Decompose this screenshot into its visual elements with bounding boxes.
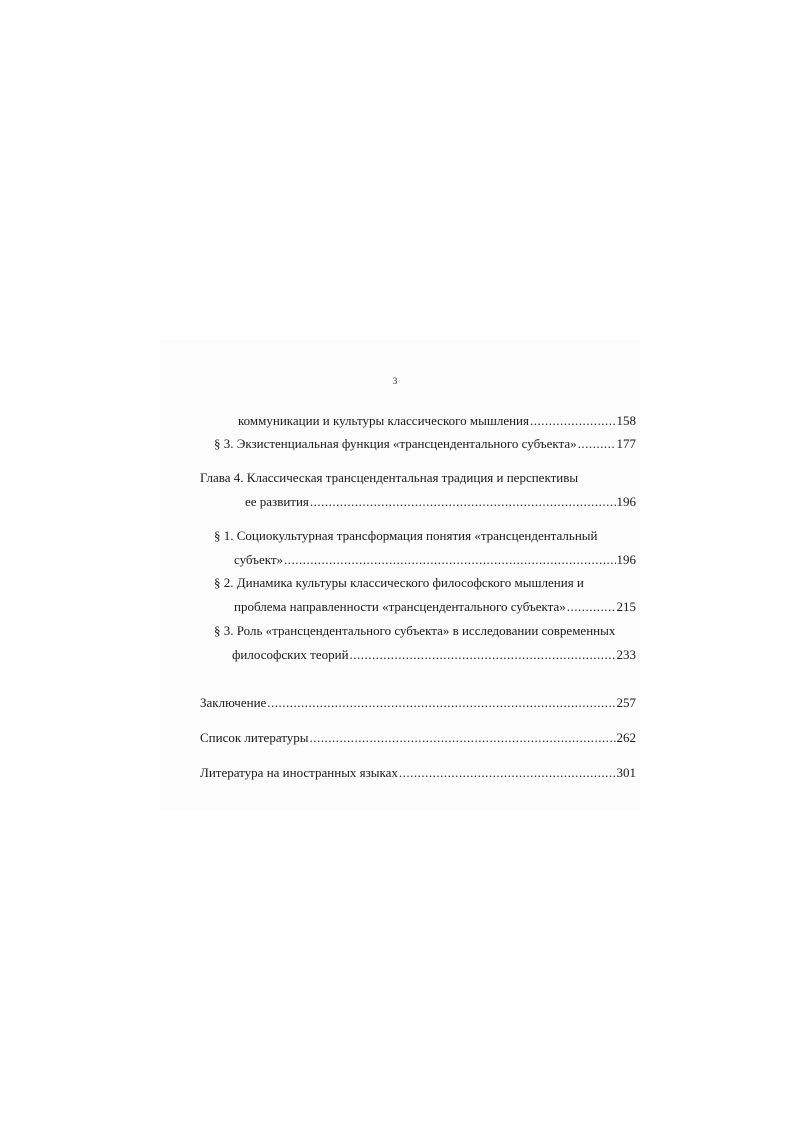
toc-leader-dots xyxy=(578,436,616,452)
toc-entry[interactable] xyxy=(200,695,636,711)
toc-entry-text: философских теорий xyxy=(232,647,349,662)
toc-entry-page: 301 xyxy=(616,765,636,780)
toc-entry-page: 262 xyxy=(616,730,636,745)
toc-leader-dots xyxy=(350,647,616,663)
toc-section-heading[interactable]: § 1. Социокультурная трансформация понятия «трансцендентальный xyxy=(214,528,598,543)
toc-entry[interactable] xyxy=(232,647,636,663)
toc-leader-dots xyxy=(310,494,616,510)
toc-entry[interactable] xyxy=(214,436,636,452)
toc-entry-text: субъект» xyxy=(234,552,284,567)
toc-leader-dots xyxy=(310,730,616,746)
toc-leader-dots xyxy=(284,552,615,568)
toc-chapter-heading[interactable]: Глава 4. Классическая трансцендентальная традиция и перспективы xyxy=(200,470,579,485)
toc-entry-text: § 3. Экзистенциальная функция «трансцендентального субъекта» xyxy=(214,436,577,451)
toc-entry[interactable] xyxy=(234,599,636,615)
toc-entry-page: 215 xyxy=(616,599,636,614)
toc-entry[interactable] xyxy=(200,765,636,781)
toc-entry[interactable] xyxy=(200,730,636,746)
toc-entry[interactable] xyxy=(238,413,636,429)
toc-entry-text: проблема направленности «трансцендентального субъекта» xyxy=(234,599,566,614)
toc-leader-dots xyxy=(267,695,615,711)
toc-leader-dots xyxy=(530,413,616,429)
toc-entry-text: Список литературы xyxy=(200,730,309,745)
toc-entry-text: Заключение xyxy=(200,695,267,710)
page-number: 3 xyxy=(392,376,398,386)
toc-leader-dots xyxy=(567,599,616,615)
toc-entry-text: ее развития xyxy=(245,494,309,509)
toc-entry-page: 158 xyxy=(616,413,636,428)
toc-entry-text: коммуникации и культуры классического мышления xyxy=(238,413,529,428)
toc-entry[interactable] xyxy=(245,494,636,510)
toc-section-heading[interactable]: § 2. Динамика культуры классического философского мышления и xyxy=(214,575,584,590)
toc-entry-text: Литература на иностранных языках xyxy=(200,765,398,780)
toc-section-heading[interactable]: § 3. Роль «трансцендентального субъекта» в исследовании современных xyxy=(214,623,616,638)
toc-entry-page: 177 xyxy=(616,436,636,451)
toc-entry-page: 257 xyxy=(616,695,636,710)
toc-entry[interactable] xyxy=(234,552,636,568)
toc-entry-page: 196 xyxy=(616,494,636,509)
toc-leader-dots xyxy=(399,765,616,781)
toc-entry-page: 233 xyxy=(616,647,636,662)
toc-entry-page: 196 xyxy=(616,552,636,567)
